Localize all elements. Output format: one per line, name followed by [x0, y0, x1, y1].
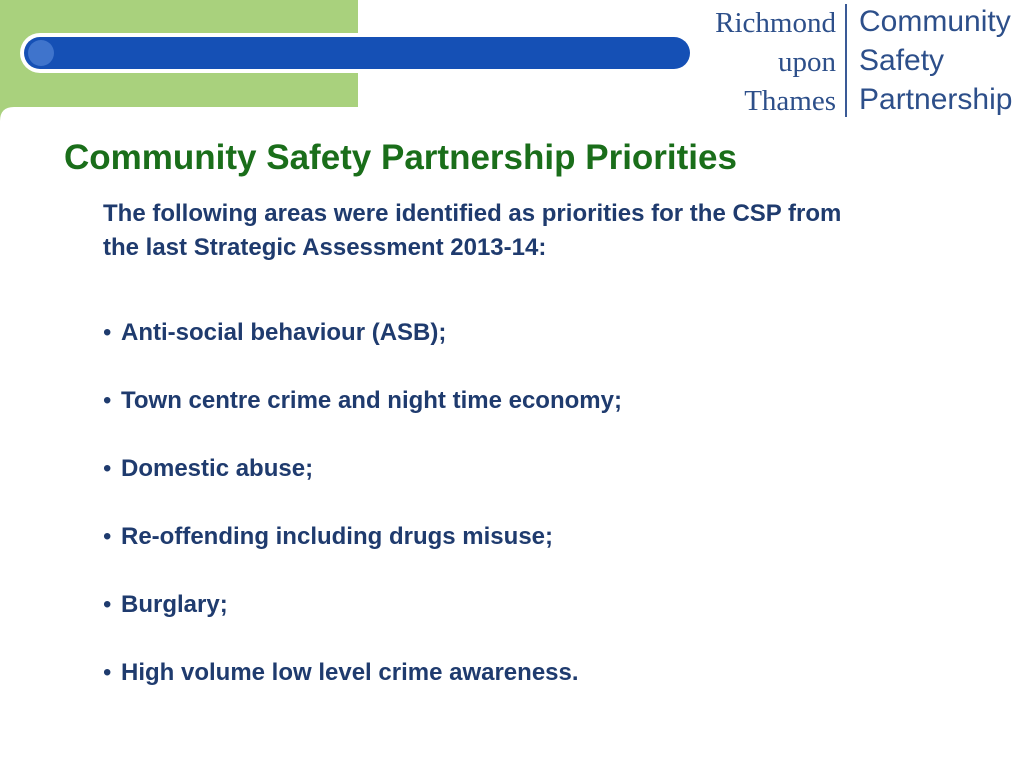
- logo-divider: [845, 4, 847, 117]
- list-item-text: Town centre crime and night time economy;: [121, 387, 622, 414]
- list-item: [103, 452, 622, 520]
- list-item-text: High volume low level crime awareness.: [121, 659, 579, 686]
- list-item-text: Domestic abuse;: [121, 455, 314, 482]
- logo-csp-text: [859, 2, 1012, 119]
- logo-line-community: Community: [859, 5, 1011, 38]
- bullet-icon: •: [103, 319, 112, 346]
- list-item: [103, 588, 622, 656]
- logo-line-thames: Thames: [744, 85, 836, 117]
- slide-title: Community Safety Partnership Priorities: [64, 138, 737, 177]
- logo-line-upon: upon: [778, 46, 836, 78]
- logo-line-safety: Safety: [859, 44, 945, 77]
- list-item-text: Burglary;: [121, 591, 228, 618]
- priorities-list: [103, 316, 622, 724]
- intro-paragraph: The following areas were identified as priorities for the CSP from the last Strategic Assessment 2013-14:: [103, 200, 842, 261]
- bullet-icon: •: [103, 591, 112, 618]
- logo-line-partnership: Partnership: [859, 83, 1013, 116]
- richmond-csp-logo: [700, 0, 1024, 120]
- blue-header-bar-fill: [24, 37, 690, 69]
- list-item: [103, 384, 622, 452]
- logo-richmond-text: [715, 4, 836, 121]
- list-item-text: Re-offending including drugs misuse;: [121, 523, 553, 550]
- list-item-text: Anti-social behaviour (ASB);: [121, 319, 447, 346]
- bullet-icon: •: [103, 387, 112, 414]
- logo-line-richmond: Richmond: [715, 7, 836, 39]
- bullet-icon: •: [103, 455, 112, 482]
- bullet-icon: •: [103, 659, 112, 686]
- bullet-icon: •: [103, 523, 112, 550]
- list-item: [103, 520, 622, 588]
- list-item: [103, 656, 622, 724]
- header-decoration: [0, 0, 700, 125]
- list-item: [103, 316, 622, 384]
- blue-header-bar-highlight: [28, 40, 54, 66]
